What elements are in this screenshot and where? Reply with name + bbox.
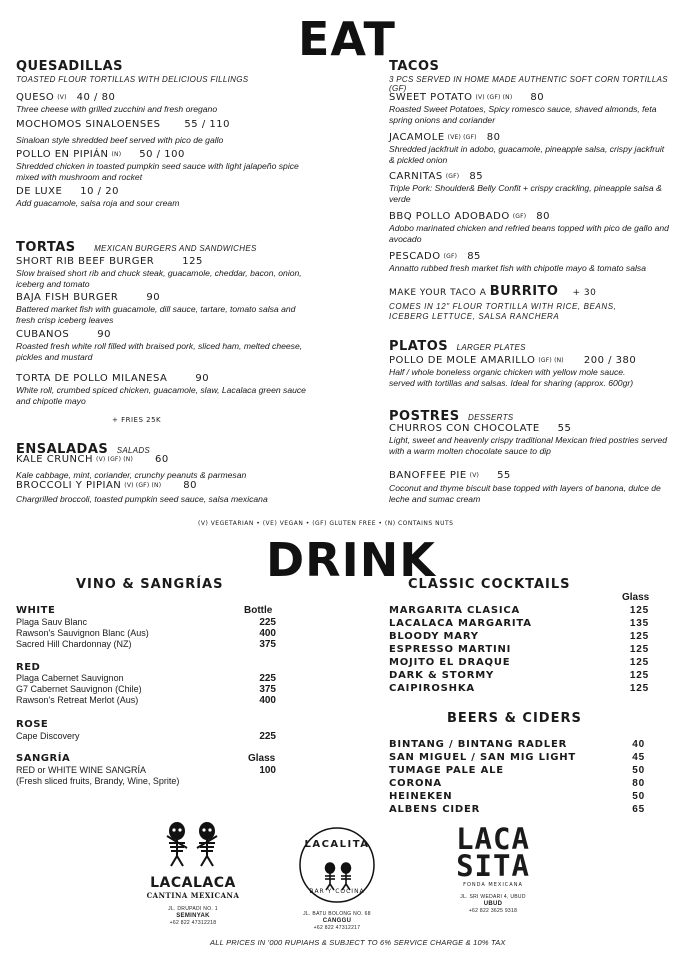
lacasita-sub: FONDA MEXICANA [463,882,523,888]
cocktail-row: ESPRESSO MARTINI 125 [389,644,649,655]
bottle-col-header: Bottle [244,605,273,616]
quesadillas-subtitle: TOASTED FLOUR TORTILLAS WITH DELICIOUS FILLINGS [16,75,249,84]
menu-item-jacamole: JACAMOLE (VE) (GF) 80 Shredded jackfruit in adobo, guacamole, pineapple salsa, crispy jackfruit & pickled onion [389,132,665,165]
platos-heading: PLATOS LARGER PLATES [389,339,526,354]
rose-wine-list [16,731,276,742]
cocktail-row: MOJITO EL DRAQUE 125 [389,657,649,668]
lacalaca-sub: CANTINA MEXICANA [146,891,240,900]
red-wine-list [16,673,276,706]
lacasita-line1: LACA [456,822,530,856]
vino-title: VINO & SANGRÍAS [76,577,224,592]
menu-item-cubanos: CUBANOS 90 Roasted fresh white roll filled with braised pork, sliced ham, melted cheese, pickles and mustard [16,329,303,362]
white-label: WHITE [16,605,56,616]
menu-item-pollo-mole: POLLO DE MOLE AMARILLO (GF) (N) 200 / 380 Half / whole boneless organic chicken with yellow mole sauce. served with tortillas and salsas. Ideal for sharing (approx. 600gr) [389,355,637,388]
beer-row: BINTANG / BINTANG RADLER 40 [389,739,645,750]
menu-item-de-luxe: DE LUXE 10 / 20 Add guacamole, salsa roja and sour cream [16,186,180,208]
tacos-title: TACOS [389,59,440,74]
cocktail-row: MARGARITA CLASICA 125 [389,605,649,616]
cocktail-row: BLOODY MARY 125 [389,631,649,642]
wine-row: Rawson's Sauvignon Blanc (Aus) 400 [16,628,276,639]
lacasita-line2: SITA [456,849,530,883]
beer-row: HEINEKEN 50 [389,791,645,802]
menu-item-kale-crunch: KALE CRUNCH (V) (GF) (N) 60 Kale cabbage, mint, coriander, crunchy peanuts & parmesan [16,454,247,480]
glass-col-header-wine: Glass [248,753,276,764]
menu-item-mochomos: MOCHOMOS SINALOENSES 55 / 110 Sinaloan style shredded beef served with pico de gallo [16,119,230,145]
tortas-heading: TORTAS MEXICAN BURGERS AND SANDWICHES [16,240,257,255]
beers-title: BEERS & CIDERS [447,711,582,726]
ensaladas-heading: ENSALADAS SALADS [16,442,151,457]
lacalita-sub: BAR Y COCINA [309,888,365,895]
wine-row: Sacred Hill Chardonnay (NZ) 375 [16,639,276,650]
wine-row: Rawson's Retreat Merlot (Aus) 400 [16,695,276,706]
glass-col-header-cocktails: Glass [622,592,650,603]
rose-label: ROSE [16,719,49,730]
beer-row: SAN MIGUEL / SAN MIG LIGHT 45 [389,752,645,763]
wine-row: Plaga Sauv Blanc 225 [16,617,276,628]
lacalaca-name: LACALACA [150,875,236,891]
fries-note: + FRIES 25K [112,416,162,424]
price-footer: ALL PRICES IN '000 RUPIAHS & SUBJECT TO 6% SERVICE CHARGE & 10% TAX [210,938,506,947]
menu-item-torta-milanesa: TORTA DE POLLO MILANESA 90 White roll, crumbed spiced chicken, guacamole, slaw, Lacalaca green sauce and chipotle mayo [16,373,306,406]
eat-title: EAT [298,12,396,66]
beer-row: ALBENS CIDER 65 [389,804,645,815]
postres-heading: POSTRES DESSERTS [389,409,514,424]
menu-item-short-rib: SHORT RIB BEEF BURGER 125 Slow braised short rib and chuck steak, guacamole, cheddar, bacon, onion, iceberg and tomato [16,256,302,289]
lacasita-logo: LACA SITA FONDA MEXICANA JL. SRI WEDARI 4, UBUD UBUD +62 822 3625 9318 [448,826,538,915]
lacalaca-logo: LACALACA CANTINA MEXICANA JL. DRUPADI NO. 1 SEMINYAK +62 822 47312218 [145,822,241,927]
cocktails-title: CLASSIC COCKTAILS [408,577,571,592]
menu-item-queso: QUESO (V) 40 / 80 Three cheese with grilled zucchini and fresh oregano [16,92,218,114]
cocktail-row: LACALACA MARGARITA 135 [389,618,649,629]
sangria-label: SANGRÍA [16,753,71,764]
skeleton-icon [325,863,351,890]
lacalita-name: LACALITA [304,839,370,850]
wine-row: Plaga Cabernet Sauvignon 225 [16,673,276,684]
sangria-row: RED or WHITE WINE SANGRÍA 100 (Fresh sliced fruits, Brandy, Wine, Sprite) [16,765,276,786]
wine-row: G7 Cabernet Sauvignon (Chile) 375 [16,684,276,695]
menu-item-banoffee: BANOFFEE PIE (V) 55 Coconut and thyme biscuit base topped with layers of banona, dulce de leche and sumac cream [389,470,661,504]
lacalita-logo: LACALITA BAR Y COCINA JL. BATU BOLONG NO. 68 CANGGU +62 822 47312217 [294,826,380,932]
tacos-subtitle: 3 PCS SERVED IN HOME MADE AUTHENTIC SOFT CORN TORTILLAS (GF) [389,75,668,93]
red-label: RED [16,662,41,673]
cocktail-list [389,604,649,695]
skeleton-icon [145,822,241,868]
cocktail-row: CAIPIROSHKA 125 [389,683,649,694]
menu-item-baja-fish: BAJA FISH BURGER 90 Battered market fish with guacamole, dill sauce, tartare, tomato salsa and fresh crisp iceberg leaves [16,292,296,325]
quesadillas-title: QUESADILLAS [16,59,124,74]
cocktail-row: DARK & STORMY 125 [389,670,649,681]
menu-item-broccoli: BROCCOLI Y PIPIAN (V) (GF) (N) 80 Chargrilled broccoli, toasted pumpkin seed sauce, salsa mexicana [16,480,268,504]
dietary-legend: (V) VEGETARIAN • (VE) VEGAN • (GF) GLUTEN FREE • (N) CONTAINS NUTS [198,520,454,527]
white-wine-list [16,617,276,650]
menu-item-carnitas: CARNITAS (GF) 85 Triple Pork: Shoulder& Belly Confit + crispy crackling, pineapple salsa & verde [389,171,662,204]
menu-item-bbq-pollo: BBQ POLLO ADOBADO (GF) 80 Adobo marinated chicken and refried beans topped with pico de gallo and avocado [389,211,669,244]
beer-row: TUMAGE PALE ALE 50 [389,765,645,776]
menu-item-pescado: PESCADO (GF) 85 Annatto rubbed fresh market fish with chipotle mayo & tomato salsa [389,251,646,273]
menu-item-pollo-pipian: POLLO EN PIPIÁN (N) 50 / 100 Shredded chicken in toasted pumpkin seed sauce with light jalapeño spice mixed with mushroom and rocket [16,149,299,182]
beer-list [389,738,645,816]
menu-item-churros: CHURROS CON CHOCOLATE 55 Light, sweet and heavenly crispy traditional Mexican fried postries served with a warm molten chocolate sauce to dip [389,423,668,456]
menu-item-sweet-potato: SWEET POTATO (V) (GF) (N) 80 Roasted Sweet Potatoes, Spicy romesco sauce, shaved almonds, feta spring onions and coriander [389,92,657,125]
beer-row: CORONA 80 [389,778,645,789]
drink-title: DRINK [266,533,436,587]
wine-row: Cape Discovery 225 [16,731,276,742]
burrito-upgrade: MAKE YOUR TACO A BURRITO + 30 COMES IN 12" FLOUR TORTILLA WITH RICE, BEANS, ICEBERG LETTUCE, SALSA RANCHERA [389,284,617,321]
